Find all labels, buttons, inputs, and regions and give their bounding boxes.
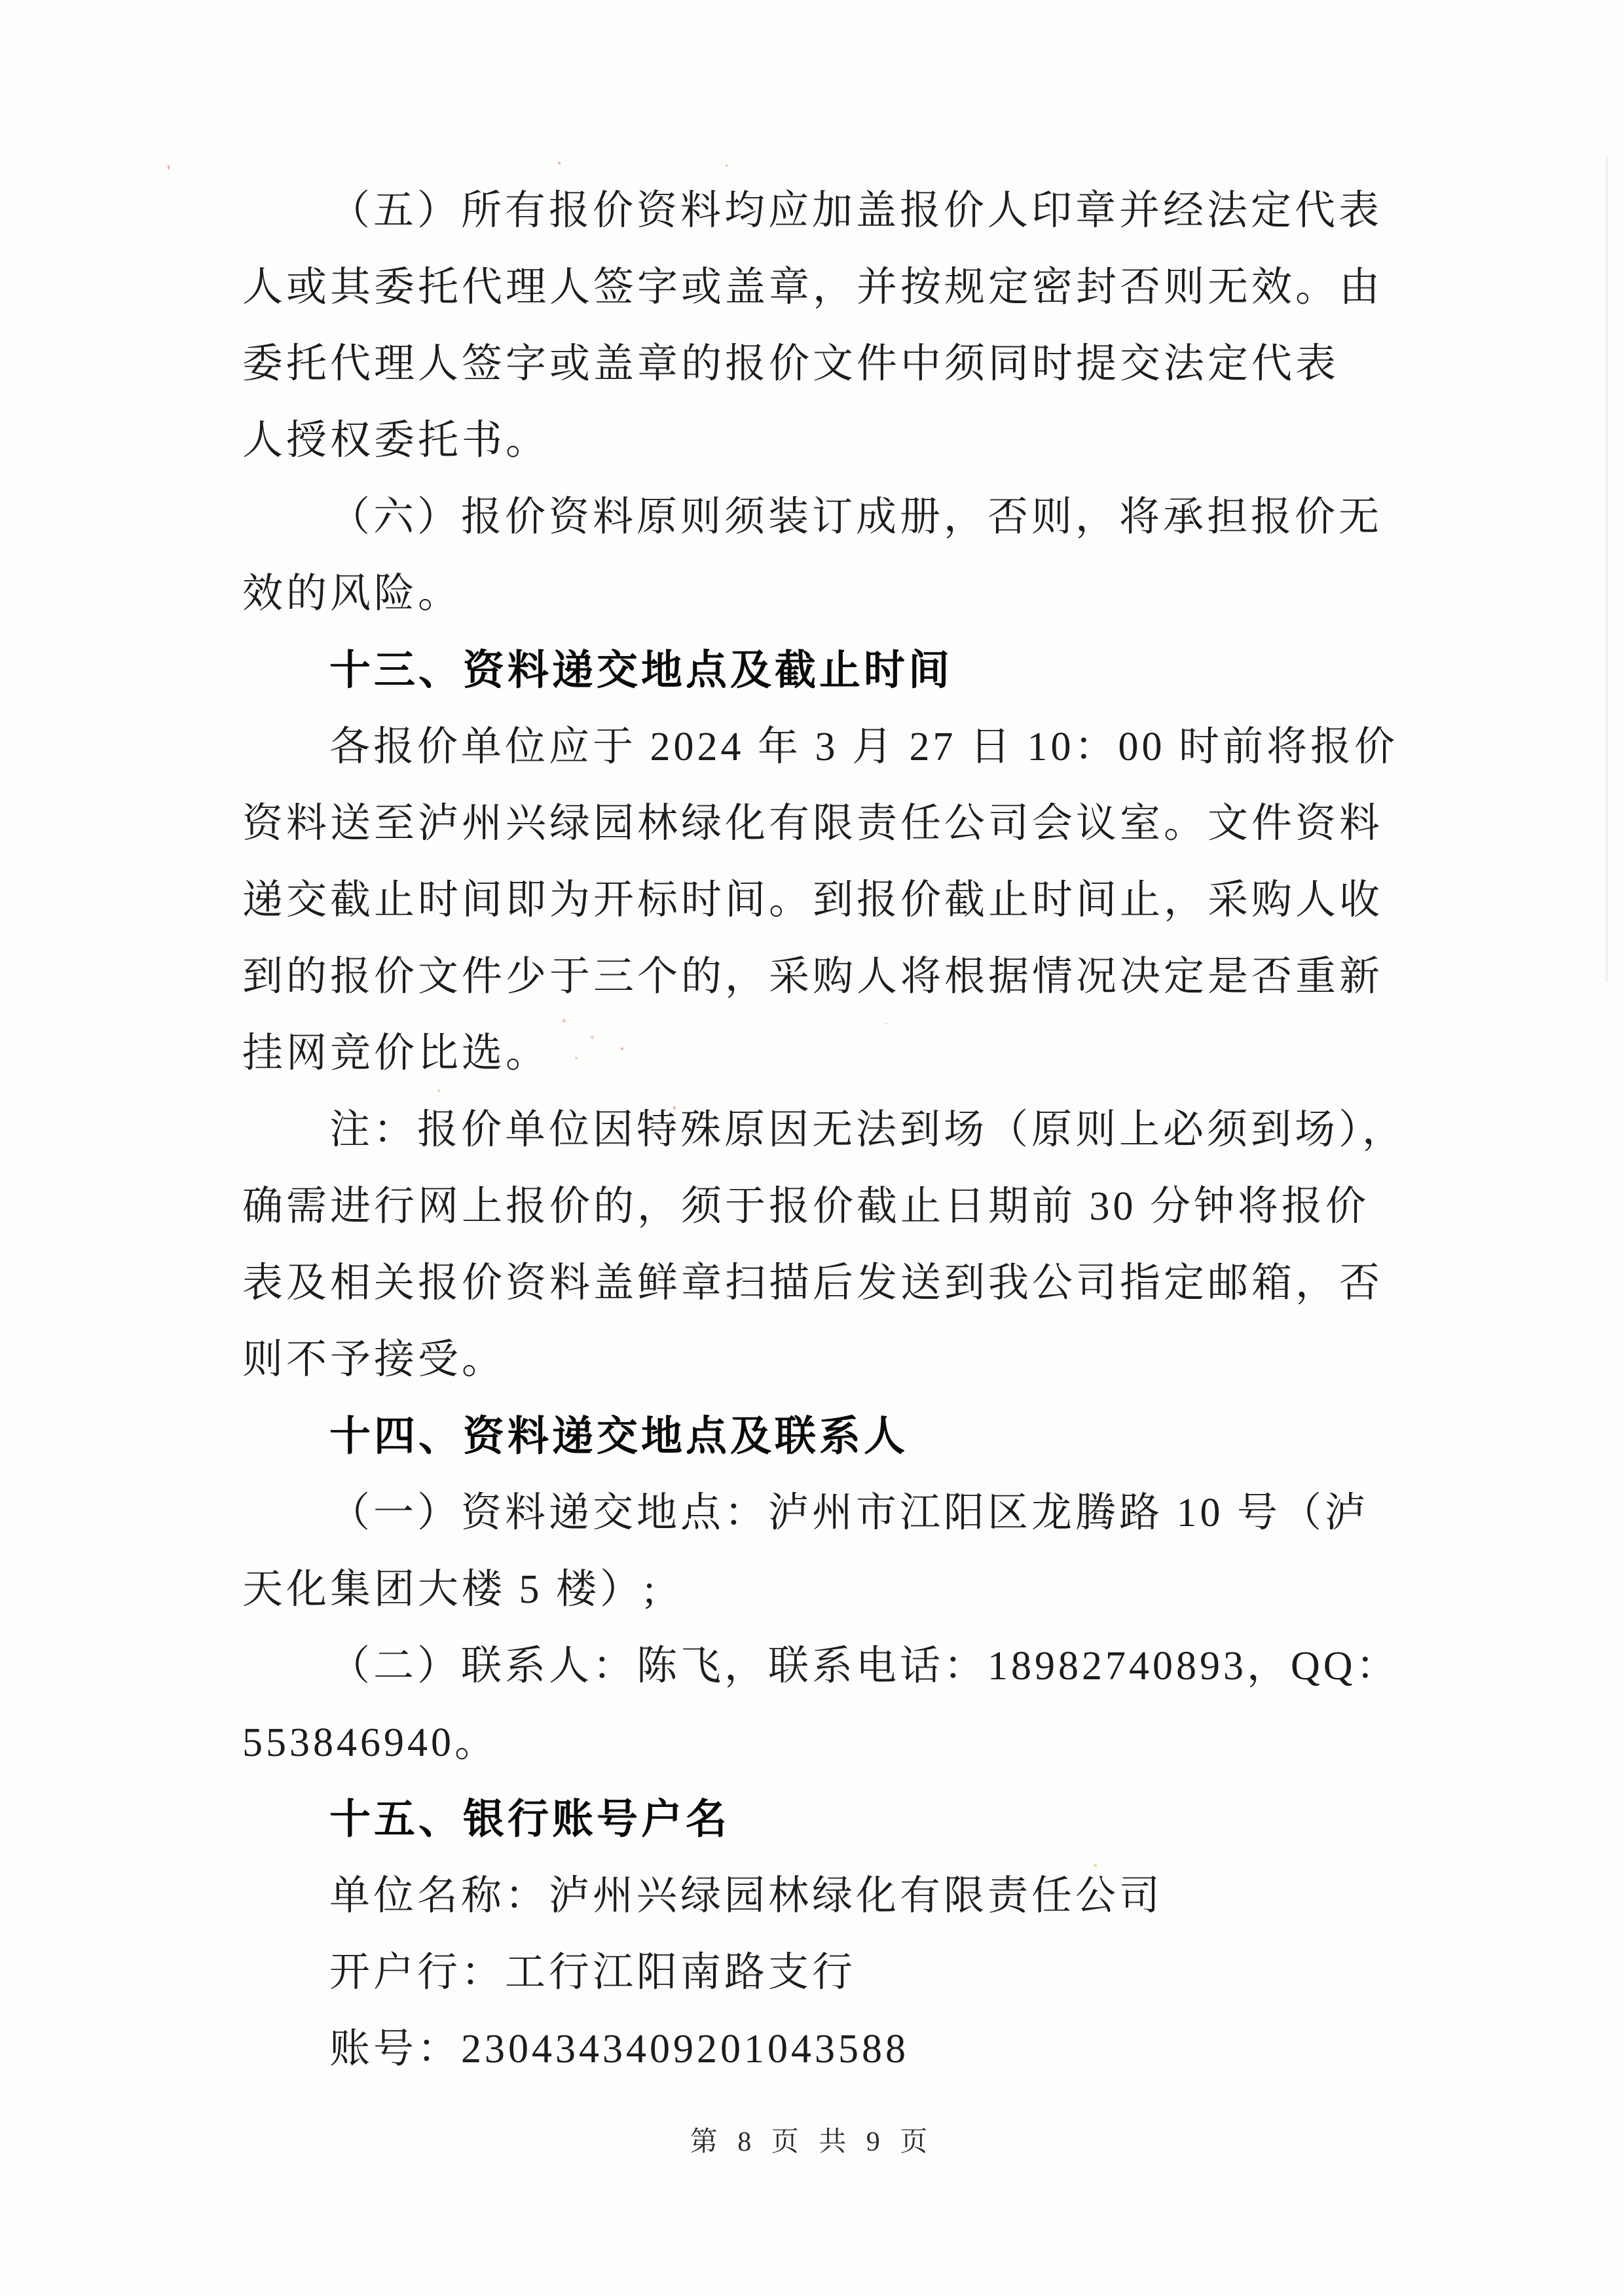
text-line: 资料送至泸州兴绿园林绿化有限责任公司会议室。文件资料 — [242, 801, 1384, 846]
section-heading: 十五、银行账号户名 — [329, 1796, 730, 1842]
scan-speckle — [621, 1048, 623, 1050]
scan-speckle — [673, 1106, 676, 1109]
section-heading: 十三、资料递交地点及截止时间 — [329, 647, 953, 693]
scan-speckle — [575, 1057, 578, 1059]
scan-speckle — [168, 165, 170, 170]
text-line: 553846940。 — [242, 1721, 499, 1765]
text-line: 账号：2304343409201043588 — [329, 2027, 910, 2071]
scan-streak-artifact — [1606, 157, 1608, 982]
scan-speckle — [1094, 1864, 1097, 1867]
text-line: （五）所有报价资料均应加盖报价人印章并经法定代表 — [329, 189, 1383, 233]
text-line: 表及相关报价资料盖鲜章扫描后发送到我公司指定邮箱，否 — [242, 1261, 1384, 1305]
text-line: （一）资料递交地点：泸州市江阳区龙腾路 10 号（泸 — [329, 1491, 1369, 1535]
scan-speckle — [602, 1422, 605, 1425]
page-number-label: 第 8 页 共 9 页 — [690, 2127, 934, 2157]
text-line: 确需进行网上报价的，须于报价截止日期前 30 分钟将报价 — [242, 1184, 1370, 1229]
text-line: 人授权委托书。 — [242, 418, 550, 463]
text-line: （二）联系人：陈飞，联系电话：18982740893，QQ： — [329, 1644, 1400, 1688]
text-line: 效的风险。 — [242, 572, 462, 616]
section-heading: 十四、资料递交地点及联系人 — [329, 1413, 908, 1459]
scan-speckle — [558, 162, 561, 164]
text-line: 各报价单位应于 2024 年 3 月 27 日 10：00 时前将报价 — [329, 725, 1399, 769]
text-line: 则不予接受。 — [242, 1338, 506, 1382]
text-line: 挂网竞价比选。 — [242, 1031, 550, 1076]
scan-speckle — [437, 1089, 440, 1092]
text-line: 人或其委托代理人签字或盖章，并按规定密封否则无效。由 — [242, 265, 1384, 310]
text-line: 递交截止时间即为开标时间。到报价截止时间止，采购人收 — [242, 878, 1384, 922]
text-line: 开户行：工行江阳南路支行 — [329, 1950, 857, 1995]
scan-speckle — [591, 1036, 594, 1039]
text-line: 到的报价文件少于三个的，采购人将根据情况决定是否重新 — [242, 955, 1384, 999]
scan-speckle — [562, 1019, 566, 1023]
text-line: 注：报价单位因特殊原因无法到场（原则上必须到场）， — [329, 1108, 1407, 1152]
text-line: 单位名称：泸州兴绿园林绿化有限责任公司 — [329, 1874, 1164, 1918]
document-body — [242, 173, 1407, 2088]
text-line: 委托代理人签字或盖章的报价文件中须同时提交法定代表 — [242, 342, 1340, 386]
page-footer — [0, 2120, 1624, 2159]
text-line: （六）报价资料原则须装订成册，否则，将承担报价无 — [329, 495, 1383, 539]
scan-speckle — [726, 164, 728, 166]
scan-speckle — [885, 1023, 887, 1025]
text-line: 天化集团大楼 5 楼）; — [242, 1567, 659, 1612]
